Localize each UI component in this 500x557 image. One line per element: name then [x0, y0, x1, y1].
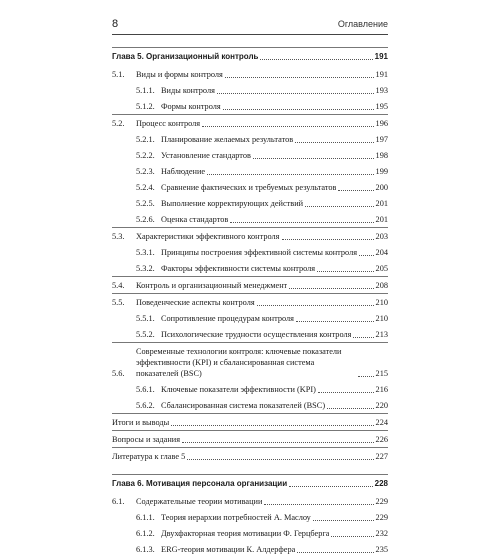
- page-number: 8: [112, 18, 119, 30]
- toc-entry: [112, 541, 388, 557]
- toc-entry: [112, 447, 388, 464]
- toc-entry: [112, 326, 388, 342]
- dot-leader: [358, 375, 374, 377]
- toc-title: Итоги и выводы: [112, 417, 170, 427]
- dot-leader: [295, 141, 373, 143]
- dot-leader: [289, 287, 373, 289]
- toc-number: 5.2.5.: [136, 198, 155, 208]
- toc-page-number: 235: [375, 544, 388, 554]
- toc-page-number: 226: [375, 434, 388, 444]
- toc-entry: [112, 525, 388, 541]
- toc-entry: [112, 244, 388, 260]
- toc-title: Глава 5. Организационный контроль: [112, 52, 259, 61]
- dot-leader: [318, 391, 374, 393]
- toc-number: 5.5.2.: [136, 329, 155, 339]
- toc-page-number: 205: [375, 263, 388, 273]
- toc-entry: [112, 195, 388, 211]
- toc-title: Характеристики эффективного контроля: [136, 231, 280, 241]
- toc-title: Ключевые показатели эффективности (KPI): [161, 384, 316, 394]
- toc-page-number: 227: [375, 451, 388, 461]
- toc-page-number: 195: [375, 101, 388, 111]
- toc-entry: [112, 493, 388, 509]
- dot-leader: [313, 519, 374, 521]
- toc-entry: [112, 430, 388, 447]
- toc-entry: [112, 310, 388, 326]
- toc-number: 5.2.2.: [136, 150, 155, 160]
- dot-leader: [359, 254, 374, 256]
- toc-title: Процесс контроля: [136, 118, 201, 128]
- toc-page-number: 220: [375, 400, 388, 410]
- toc-title: Вопросы и задания: [112, 434, 181, 444]
- toc-number: 5.4.: [112, 280, 125, 290]
- toc-title: Психологические трудности осуществления контроля: [161, 329, 352, 339]
- toc-title: ERG-теория мотивации К. Алдерфера: [161, 544, 296, 554]
- toc-page-number: 201: [375, 214, 388, 224]
- toc-number: 5.2.: [112, 118, 125, 128]
- toc-entry: [112, 131, 388, 147]
- toc-number: 6.1.1.: [136, 512, 155, 522]
- toc-title: Планирование желаемых результатов: [161, 134, 294, 144]
- dot-leader: [217, 92, 374, 94]
- dot-leader: [225, 76, 374, 78]
- toc-page-number: 210: [375, 313, 388, 323]
- toc-title: Оценка стандартов: [161, 214, 229, 224]
- toc-page-number: 200: [375, 182, 388, 192]
- toc-chapter: [112, 47, 388, 66]
- toc-page-number: 197: [375, 134, 388, 144]
- toc-title: Формы контроля: [161, 101, 221, 111]
- page-header: [112, 18, 388, 35]
- toc-number: 6.1.2.: [136, 528, 155, 538]
- toc-page-number: 232: [375, 528, 388, 538]
- toc-number: 5.5.1.: [136, 313, 155, 323]
- toc-page-number: 203: [375, 231, 388, 241]
- dot-leader: [230, 221, 373, 223]
- toc-page-number: 215: [375, 368, 388, 378]
- toc-entry: [112, 163, 388, 179]
- toc-title: Установление стандартов: [161, 150, 251, 160]
- dot-leader: [282, 238, 374, 240]
- toc-entry: [112, 509, 388, 525]
- toc-title: Наблюдение: [161, 166, 206, 176]
- dot-leader: [317, 270, 373, 272]
- toc-entry: [112, 397, 388, 413]
- toc-chapter: [112, 474, 388, 493]
- dot-leader: [257, 304, 374, 306]
- toc-page-number: 224: [375, 417, 388, 427]
- toc-entry: [112, 293, 388, 310]
- toc-entry: [112, 381, 388, 397]
- toc-number: 5.2.1.: [136, 134, 155, 144]
- dot-leader: [327, 407, 373, 409]
- table-of-contents: [112, 47, 388, 557]
- dot-leader: [289, 485, 373, 487]
- toc-entry: [112, 147, 388, 163]
- toc-page-number: 213: [375, 329, 388, 339]
- toc-title: Выполнение корректирующих действий: [161, 198, 304, 208]
- toc-title: Виды и формы контроля: [136, 69, 223, 79]
- dot-leader: [305, 205, 373, 207]
- toc-number: 5.6.1.: [136, 384, 155, 394]
- toc-number: 6.1.3.: [136, 544, 155, 554]
- toc-number: 5.3.2.: [136, 263, 155, 273]
- toc-entry: [112, 66, 388, 82]
- toc-entry: [112, 413, 388, 430]
- toc-title: Виды контроля: [161, 85, 215, 95]
- toc-title: Контроль и организационный менеджмент: [136, 280, 288, 290]
- toc-number: 5.1.2.: [136, 101, 155, 111]
- toc-title: Принципы построения эффективной системы контроля: [161, 247, 358, 257]
- toc-page-number: 216: [375, 384, 388, 394]
- toc-number: 5.1.: [112, 69, 125, 79]
- toc-title: Факторы эффективности системы контроля: [161, 263, 316, 273]
- toc-entry: [112, 342, 388, 381]
- dot-leader: [187, 458, 373, 460]
- toc-page-number: 210: [375, 297, 388, 307]
- running-head: Оглавление: [337, 19, 388, 29]
- dot-leader: [207, 173, 373, 175]
- dot-leader: [338, 189, 373, 191]
- toc-number: 5.2.3.: [136, 166, 155, 176]
- dot-leader: [182, 441, 374, 443]
- toc-title: Глава 6. Мотивация персонала организации: [112, 479, 288, 488]
- toc-title: Сопротивление процедурам контроля: [161, 313, 294, 323]
- toc-title: Содержательные теории мотивации: [136, 496, 263, 506]
- toc-title: Двухфакторная теория мотивации Ф. Герцберга: [161, 528, 330, 538]
- toc-number: 5.5.: [112, 297, 125, 307]
- toc-number: 5.3.1.: [136, 247, 155, 257]
- dot-leader: [353, 336, 373, 338]
- toc-title: Теория иерархии потребностей А. Маслоу: [161, 512, 311, 522]
- dot-leader: [260, 58, 372, 60]
- toc-entry: [112, 227, 388, 244]
- toc-entry: [112, 276, 388, 293]
- toc-number: 6.1.: [112, 496, 125, 506]
- toc-title: Сбалансированная система показателей (BSC): [161, 400, 326, 410]
- dot-leader: [297, 551, 373, 553]
- toc-page-number: 208: [375, 280, 388, 290]
- toc-title: Сравнение фактических и требуемых результатов: [161, 182, 337, 192]
- toc-entry: [112, 211, 388, 227]
- dot-leader: [253, 157, 374, 159]
- toc-page-number: 201: [375, 198, 388, 208]
- toc-entry: [112, 260, 388, 276]
- toc-page-number: 229: [375, 496, 388, 506]
- dot-leader: [171, 424, 373, 426]
- dot-leader: [296, 320, 374, 322]
- toc-title: Поведенческие аспекты контроля: [136, 297, 255, 307]
- toc-number: 5.6.2.: [136, 400, 155, 410]
- toc-number: 5.2.4.: [136, 182, 155, 192]
- dot-leader: [202, 125, 373, 127]
- toc-entry: [112, 114, 388, 131]
- toc-page-number: 191: [374, 52, 388, 61]
- toc-entry: [112, 179, 388, 195]
- toc-entry: [112, 82, 388, 98]
- toc-number: 5.2.6.: [136, 214, 155, 224]
- toc-title: Современные технологии контроля: ключевые показатели эффективности (KPI) и сбалансированная система показателей (BSC): [136, 346, 342, 378]
- toc-page-number: 199: [375, 166, 388, 176]
- toc-title: Литература к главе 5: [112, 451, 186, 461]
- toc-number: 5.3.: [112, 231, 125, 241]
- toc-page-number: 204: [375, 247, 388, 257]
- toc-number: 5.1.1.: [136, 85, 155, 95]
- toc-page-number: 229: [375, 512, 388, 522]
- dot-leader: [264, 503, 373, 505]
- toc-page-number: 191: [375, 69, 388, 79]
- toc-page-number: 228: [374, 479, 388, 488]
- toc-page-number: 196: [375, 118, 388, 128]
- toc-page-number: 198: [375, 150, 388, 160]
- toc-page-number: 193: [375, 85, 388, 95]
- toc-number: 5.6.: [112, 368, 125, 378]
- dot-leader: [331, 535, 373, 537]
- toc-entry: [112, 98, 388, 114]
- dot-leader: [223, 108, 374, 110]
